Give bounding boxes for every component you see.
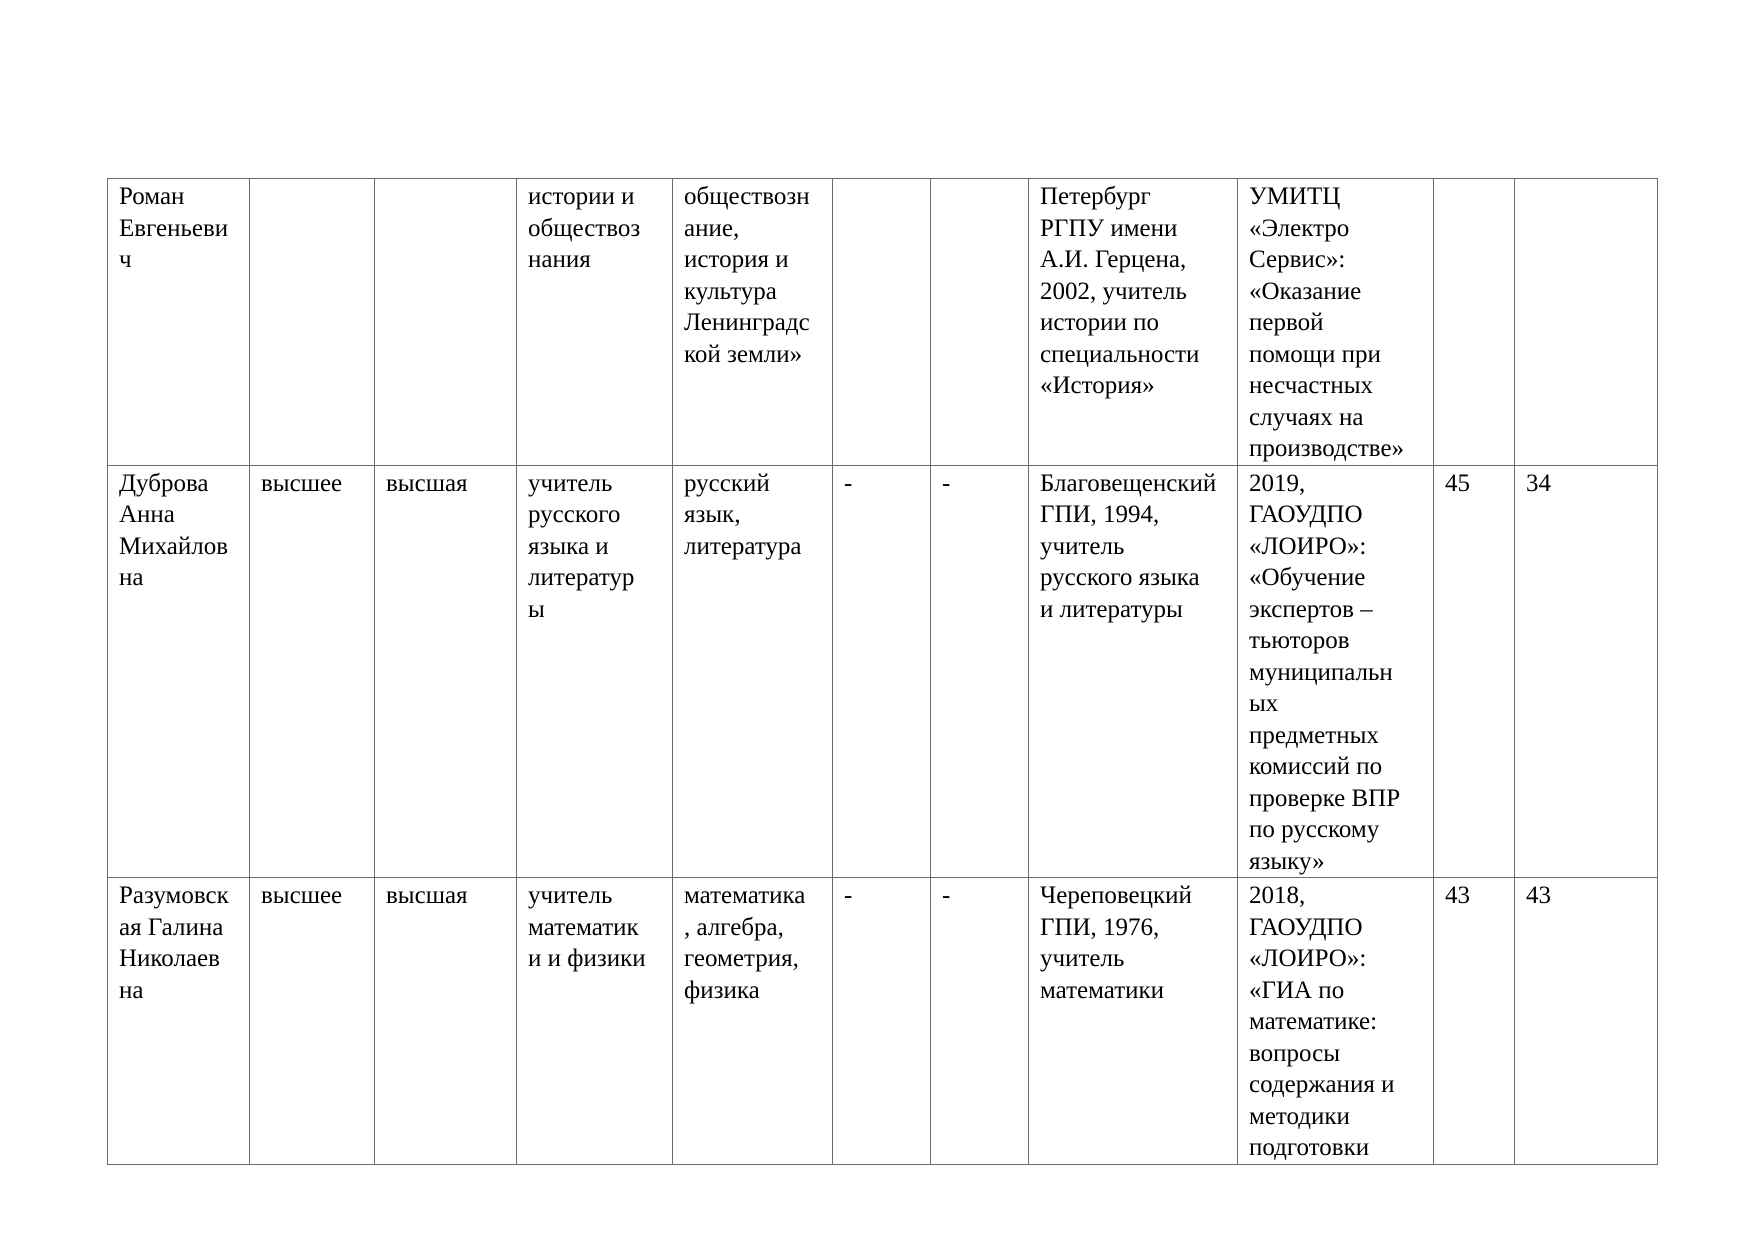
table-row [108, 465, 1658, 878]
cell-category: высшая [375, 465, 517, 878]
cell-institution: Петербург РГПУ имени А.И. Герцена, 2002, учитель истории по специальности «История» [1029, 179, 1238, 466]
cell-training: 2018, ГАОУДПО «ЛОИРО»: «ГИА по математике: вопросы содержания и методики подготовки [1238, 878, 1434, 1165]
cell-institution: Благовещенский ГПИ, 1994, учитель русского языка и литературы [1029, 465, 1238, 878]
cell-subjects: русский язык, литература [673, 465, 833, 878]
cell-education [250, 179, 375, 466]
cell-col7: - [931, 465, 1029, 878]
cell-teaching-experience: 43 [1515, 878, 1658, 1165]
cell-total-experience: 43 [1434, 878, 1515, 1165]
cell-education: высшее [250, 878, 375, 1165]
cell-category [375, 179, 517, 466]
cell-col6: - [833, 878, 931, 1165]
cell-teaching-experience [1515, 179, 1658, 466]
cell-teaching-experience: 34 [1515, 465, 1658, 878]
cell-qualification: истории и обществоз нания [517, 179, 673, 466]
cell-total-experience [1434, 179, 1515, 466]
cell-name: Разумовск ая Галина Николаев на [108, 878, 250, 1165]
cell-training: УМИТЦ «Электро Сервис»: «Оказание первой помощи при несчастных случаях на производстве» [1238, 179, 1434, 466]
cell-name: Дуброва Анна Михайлов на [108, 465, 250, 878]
cell-col7: - [931, 878, 1029, 1165]
table-row [108, 179, 1658, 466]
cell-col6 [833, 179, 931, 466]
cell-name: Роман Евгеньеви ч [108, 179, 250, 466]
cell-institution: Череповецкий ГПИ, 1976, учитель математики [1029, 878, 1238, 1165]
staff-table [107, 178, 1658, 1165]
cell-col6: - [833, 465, 931, 878]
table-row [108, 878, 1658, 1165]
cell-subjects: математика , алгебра, геометрия, физика [673, 878, 833, 1165]
cell-training: 2019, ГАОУДПО «ЛОИРО»: «Обучение экспертов – тьюторов муниципальн ых предметных комиссий по проверке ВПР по русскому языку» [1238, 465, 1434, 878]
cell-qualification: учитель математик и и физики [517, 878, 673, 1165]
cell-col7 [931, 179, 1029, 466]
cell-qualification: учитель русского языка и литератур ы [517, 465, 673, 878]
cell-education: высшее [250, 465, 375, 878]
cell-category: высшая [375, 878, 517, 1165]
cell-subjects: обществозн ание, история и культура Ленинградс кой земли» [673, 179, 833, 466]
cell-total-experience: 45 [1434, 465, 1515, 878]
